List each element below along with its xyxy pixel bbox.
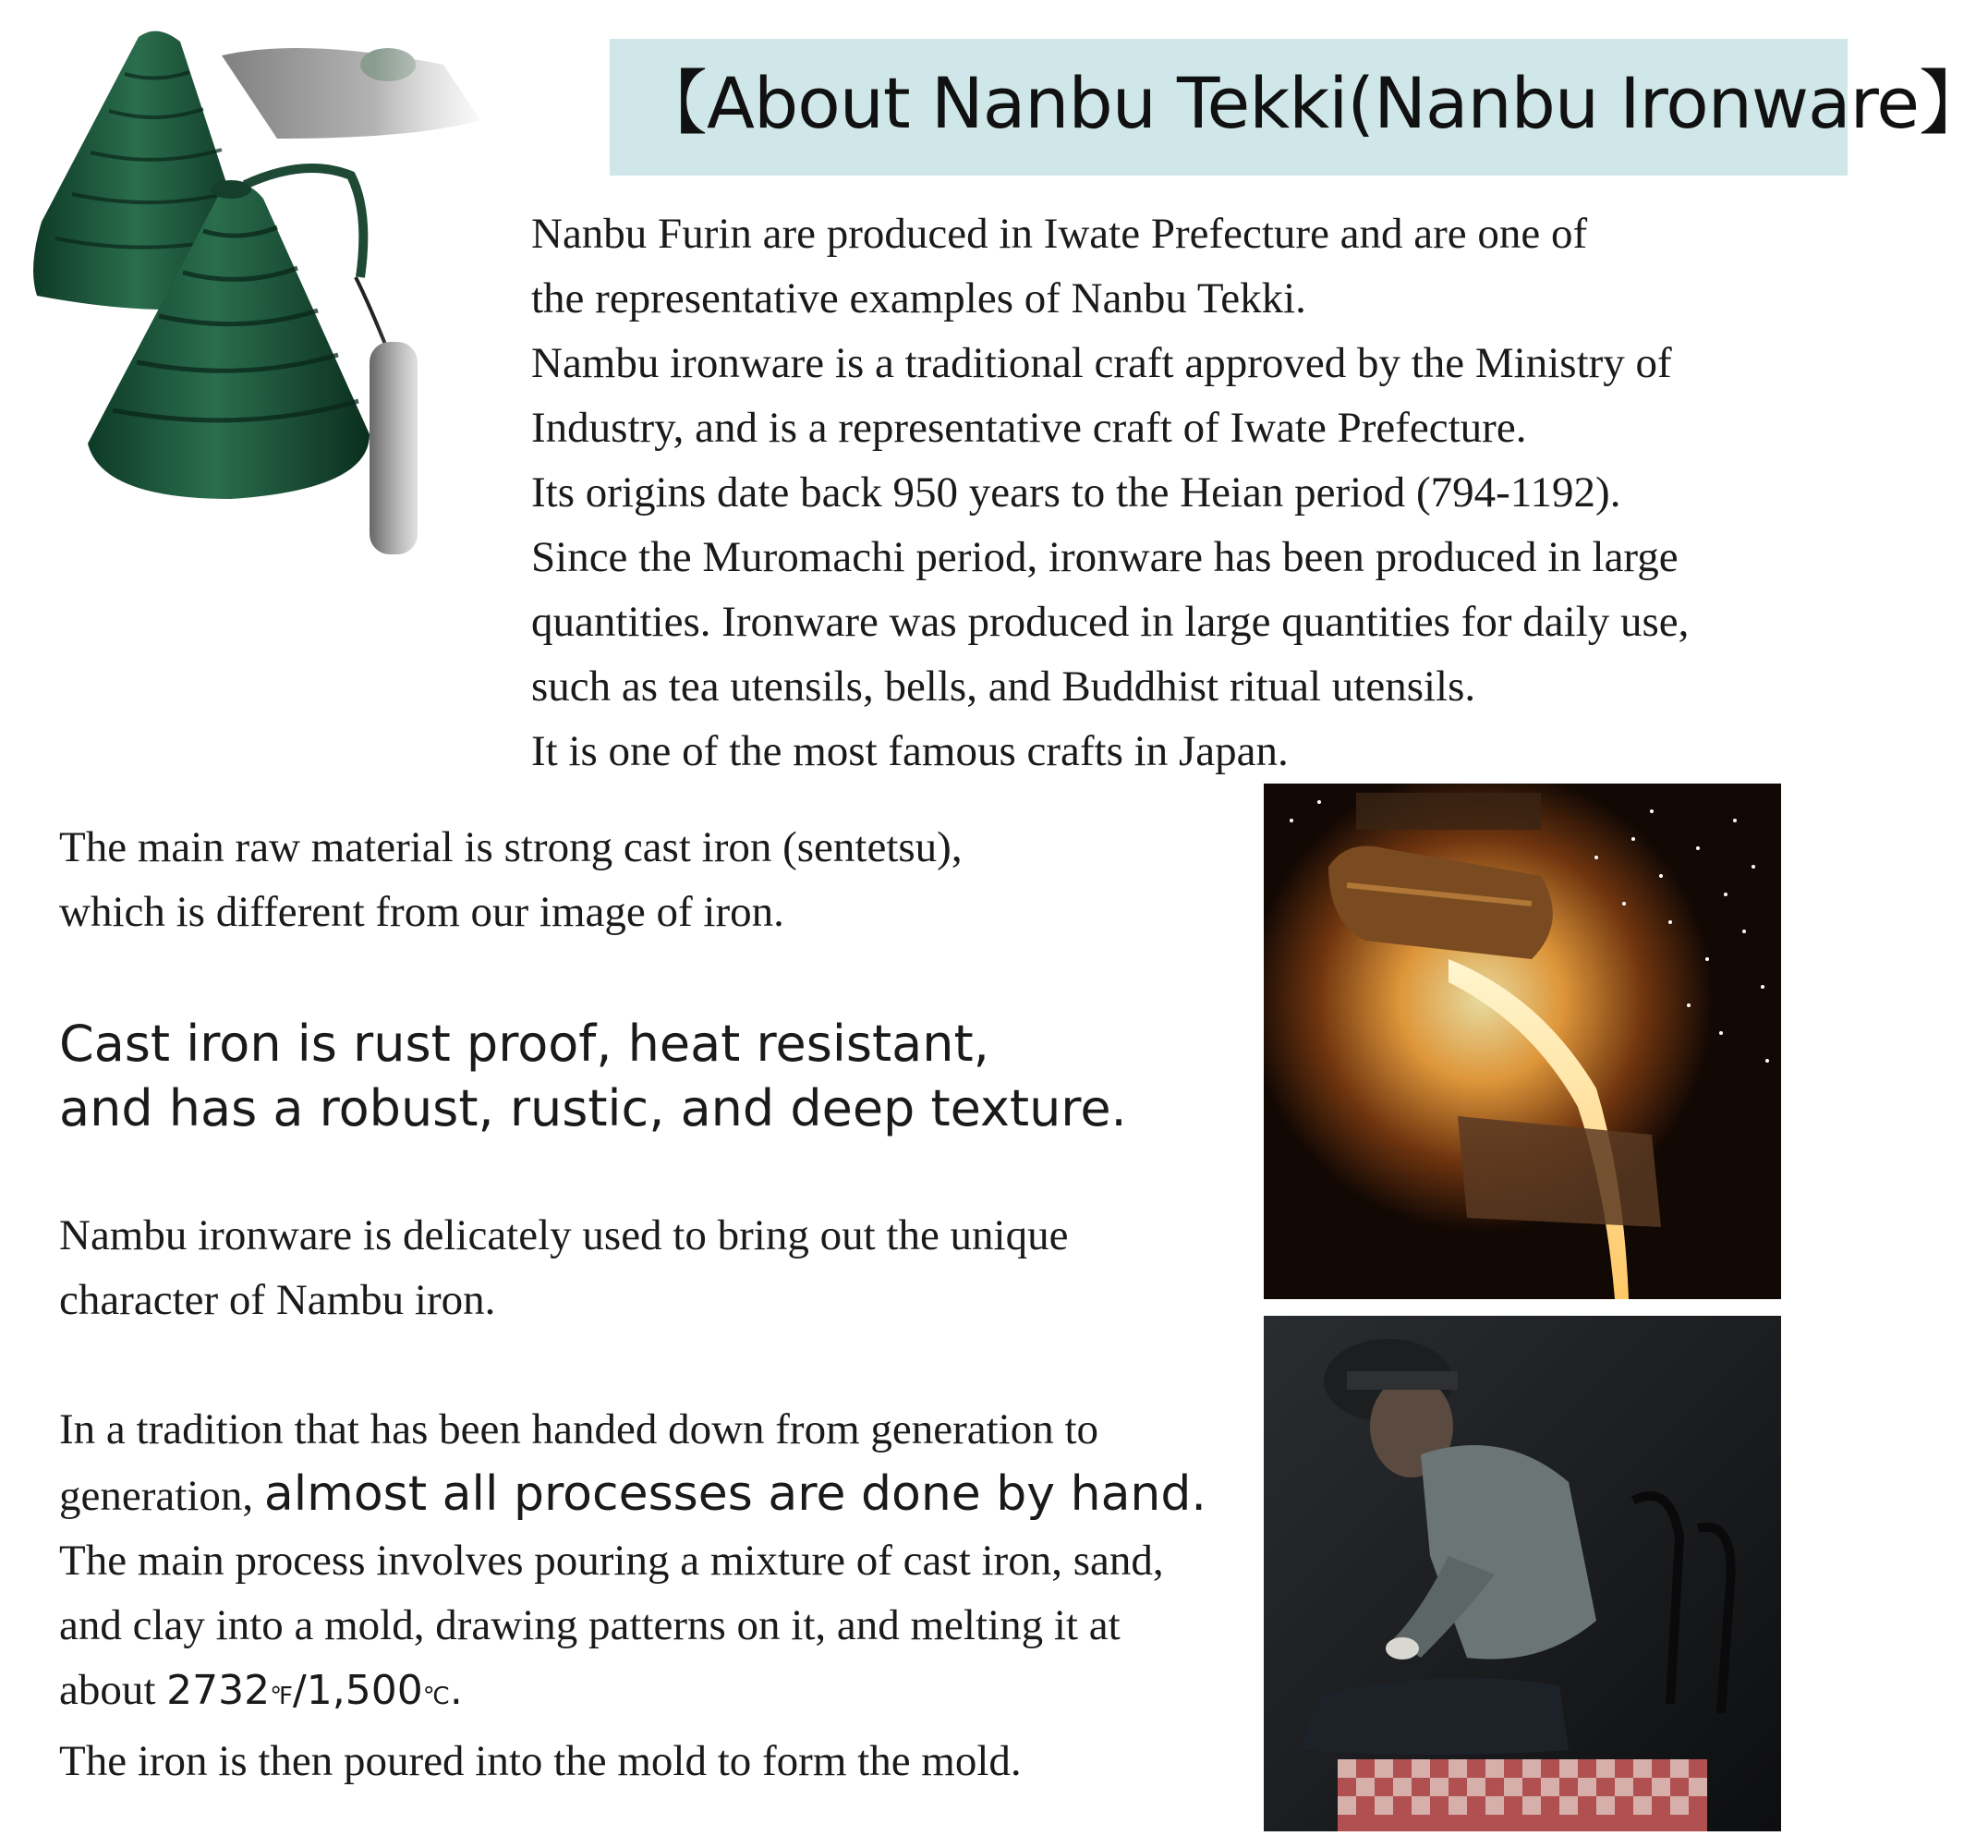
tradition-line (59, 1462, 1260, 1528)
character-line: character of Nambu iron. (59, 1276, 496, 1324)
intro-line: Industry, and is a representative craft of Iwate Prefecture. (531, 404, 1527, 452)
temperature-period: . (449, 1667, 463, 1714)
molten-iron-photo (1264, 784, 1781, 1299)
temperature-c-value: 1,500 (306, 1667, 423, 1714)
raw-material-line: The main raw material is strong cast iron (sentetsu), (59, 823, 963, 871)
character-text (59, 1203, 1260, 1332)
highlight-line: and has a robust, rustic, and deep texture. (59, 1079, 1127, 1137)
intro-line: the representative examples of Nanbu Tekki. (531, 274, 1306, 322)
cast-iron-highlight (59, 1012, 1260, 1141)
intro-line: Nanbu Furin are produced in Iwate Prefecture and are one of (531, 210, 1588, 258)
intro-line: Nambu ironware is a traditional craft approved by the Ministry of (531, 339, 1672, 387)
wind-bells-image (0, 0, 499, 591)
temperature-c-unit: ℃ (422, 1683, 450, 1710)
craftsman-photo (1264, 1316, 1781, 1831)
raw-material-text (59, 815, 1260, 944)
temperature-line (59, 1658, 1260, 1729)
tradition-line: In a tradition that has been handed down from generation to (59, 1405, 1099, 1453)
tradition-line: and clay into a mold, drawing patterns on it, and melting it at (59, 1601, 1121, 1649)
page-title: 【About Nanbu Tekki(Nanbu Ironware】 (637, 62, 1988, 144)
intro-line: such as tea utensils, bells, and Buddhist ritual utensils. (531, 663, 1476, 711)
tradition-text (59, 1397, 1260, 1793)
intro-line: quantities. Ironware was produced in large quantities for daily use, (531, 598, 1690, 646)
temperature-f-unit: ℉ (270, 1683, 293, 1710)
character-line: Nambu ironware is delicately used to bring out the unique (59, 1211, 1069, 1259)
intro-line: Since the Muromachi period, ironware has been produced in large (531, 533, 1679, 581)
intro-paragraph (531, 201, 1824, 784)
tradition-line-start: generation, (59, 1472, 264, 1520)
tradition-line: The main process involves pouring a mixture of cast iron, sand, (59, 1537, 1164, 1585)
temperature-separator: / (292, 1667, 307, 1714)
temperature-prefix: about (59, 1666, 167, 1714)
intro-line: It is one of the most famous crafts in Japan. (531, 727, 1289, 775)
highlight-line: Cast iron is rust proof, heat resistant, (59, 1015, 989, 1073)
intro-line: Its origins date back 950 years to the Heian period (794-1192). (531, 468, 1621, 517)
hand-made-emphasis: almost all processes are done by hand. (263, 1466, 1206, 1522)
tradition-line: The iron is then poured into the mold to form the mold. (59, 1737, 1022, 1785)
raw-material-line: which is different from our image of iron. (59, 888, 784, 936)
temperature-f-value: 2732 (166, 1667, 271, 1714)
title-banner (610, 39, 1988, 176)
